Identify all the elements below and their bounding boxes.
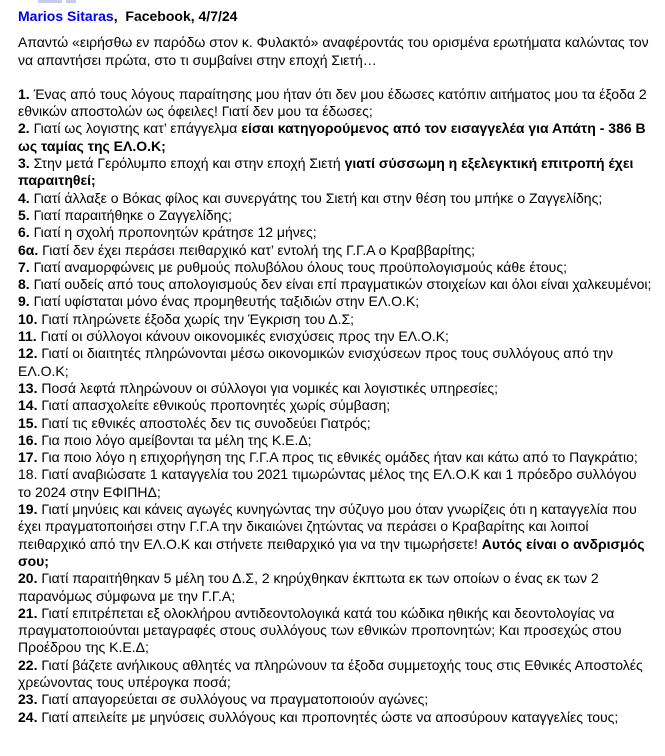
list-item-text: Για ποιο λόγο η επιχορήγηση της Γ.Γ.Α προς τις εθνικές ομάδες ήταν και κάτω από το Παγκράτιο; — [37, 449, 638, 466]
list-item — [18, 207, 653, 224]
list-item — [18, 224, 653, 241]
list-item — [18, 432, 653, 449]
cutoff-text-artifact — [38, 0, 62, 3]
list-item-text-bold: 21. — [18, 604, 38, 621]
list-item-text-bold: 6α. — [18, 241, 39, 258]
list-item — [18, 190, 653, 207]
list-item-text: Γιατί βάζετε ανήλικους αθλητές να πληρώνουν τα έξοδα συμμετοχής τους στις Εθνικές Αποστολές χρεώνοντας τους υπέρογκα ποσά; — [18, 656, 643, 690]
list-item-text: Γιατί η σχολή προπονητών κράτησε 12 μήνες; — [29, 224, 317, 241]
list-item-text-bold: 11. — [18, 328, 37, 345]
intro-paragraph: Απαντώ «ειρήσθω εν παρόδω στον κ. Φυλακτό» αναφέροντάς του ορισμένα ερωτήματα καλώντας τον να απαντήσει πρώτα, στο τι συμβαίνει στην εποχή Σιετή… — [18, 34, 649, 68]
list-item — [18, 709, 653, 726]
list-item — [18, 86, 653, 121]
list-item — [18, 328, 653, 345]
list-item — [18, 570, 653, 605]
list-item — [18, 501, 653, 570]
post-header — [18, 8, 653, 25]
list-item-text-bold: Αυτός είναι ο ανδρισμός σου; — [18, 535, 645, 569]
list-item-text: Γιατί απασχολείτε εθνικούς προπονητές χωρίς σύμβαση; — [37, 397, 391, 414]
author-name-link[interactable]: Marios Sitaras — [18, 8, 114, 24]
list-item-text-bold: γιατί σύσσωμη η εξελεγκτική επιτροπή έχει παραιτηθεί; — [18, 155, 634, 189]
list-item-text-bold: 17. — [18, 449, 38, 466]
list-item-text-bold: 13. — [18, 379, 38, 396]
list-item-text: Γιατί ουδείς από τους απολογισμούς δεν είναι επί πραγματικών στοιχείων και όλοι είναι χαλκευμένοι; — [29, 276, 652, 293]
list-item-text: Γιατί δεν έχει περάσει πειθαρχικό κατ’ εντολή της Γ.Γ.Α ο Κραββαρίτης; — [38, 241, 475, 258]
list-item-text: Γιατί επιτρέπεται εξ ολοκλήρου αντιδεοντολογικά κατά του κώδικα ηθικής και δεοντολογίας να πραγματοποιούνται μεταγραφές στους συλλόγους των εθνικών προπονητών; Και προσεχώς στου Προέδρου της Κ.Ε.Δ; — [18, 604, 622, 656]
list-item-text-bold: 7. — [18, 258, 30, 275]
list-item-text-bold: 12. — [18, 345, 38, 362]
list-item — [18, 311, 653, 328]
list-item-text: 18. Γιατί αναβιώσατε 1 καταγγελία του 2021 τιμωρώντας μέλος της ΕΛ.Ο.Κ και 1 πρόεδρο συλλόγου το 2024 στην ΕΦΙΠΗΔ; — [18, 466, 637, 500]
list-item — [18, 657, 653, 692]
list-item-text: Ποσά λεφτά πληρώνουν οι σύλλογοι για νομικές και λογιστικές υπηρεσίες; — [37, 379, 499, 396]
question-list — [18, 86, 653, 726]
list-item-text-bold: 22. — [18, 656, 38, 673]
list-item-text: Γιατί ως λογιστης κατ’ επάγγελμα — [29, 120, 242, 137]
list-item-text-bold: 10. — [18, 310, 38, 327]
list-item-text: Γιατί απειλείτε με μηνύσεις συλλόγους και προπονητές ώστε να αποσύρουν καταγγελίες τους; — [37, 708, 619, 725]
list-item — [18, 380, 653, 397]
list-item — [18, 155, 653, 190]
list-item — [18, 605, 653, 657]
list-item-text-bold: 14. — [18, 397, 38, 414]
list-item-text-bold: 20. — [18, 570, 38, 587]
list-item-text: Γιατί υφίσταται μόνο ένας προμηθευτής ταξιδιών στην ΕΛ.Ο.Κ; — [29, 293, 420, 310]
list-item-text: Γιατί τις εθνικές αποστολές δεν τις συνοδεύει Γιατρός; — [37, 414, 371, 431]
list-item — [18, 276, 653, 293]
list-item-text: Γιατί παραιτήθηκαν 5 μέλη του Δ.Σ, 2 κηρύχθηκαν έκπτωτα εκ των οποίων ο ένας εκ των 2 παρανόμως σύμφωνα με την Γ.Γ.Α; — [18, 570, 599, 604]
list-item-text-bold: 1. — [18, 85, 30, 102]
list-item-text-bold: 15. — [18, 414, 38, 431]
cutoff-text-artifact — [66, 0, 76, 3]
list-item-text-bold: 19. — [18, 501, 38, 518]
list-item-text-bold: 5. — [18, 206, 30, 223]
list-item-text-bold: 8. — [18, 276, 30, 293]
list-item-text-bold: είσαι κατηγορούμενος από τον εισαγγελέα για Απάτη - 386 Β ως ταμίας της ΕΛ.Ο.Κ; — [18, 120, 646, 154]
list-item-text: Γιατί πληρώνετε έξοδα χωρίς την Έγκριση του Δ.Σ; — [37, 310, 355, 327]
list-item-text-bold: 23. — [18, 691, 38, 708]
list-item-text: Γιατί οι διαιτητές πληρώνονται μέσω οικονομικών ενισχύσεων προς τους συλλόγους από την ΕΛ.Ο.Κ; — [18, 345, 614, 379]
list-item-text: Γιατί απαγορεύεται σε συλλόγους να πραγματοποιούν αγώνες; — [37, 691, 429, 708]
list-item — [18, 691, 653, 708]
list-item-text: Για ποιο λόγο αμείβονται τα μέλη της Κ.Ε.Δ; — [37, 431, 312, 448]
list-item-text: Στην μετά Γερόλυμπο εποχή και στην εποχή Σιετή — [29, 155, 345, 172]
list-item-text: Ένας από τους λόγους παραίτησης μου ήταν ότι δεν μου έδωσες κατόπιν αιτήματος μου τα έξοδα 2 εθνικών αποστολών ως όφειλες! Γιατί δεν μου τα έδωσες; — [18, 85, 647, 120]
list-item-text-bold: 16. — [18, 431, 38, 448]
list-item-text-bold: 6. — [18, 224, 30, 241]
post-meta: , Facebook, 4/7/24 — [113, 8, 238, 24]
list-item-text: Γιατί μηνύεις και κάνεις αγωγές κυνηγώντας την σύζυγο μου όταν γνωρίζεις ότι η καταγγελία που έχει πραγματοποιήσει στην Γ.Γ.Α την δικαιώνει ζητώντας να περάσει ο Κραβαρίτης και λοιποί πειθαρχικό από την ΕΛ.Ο.Κ και στήνετε πειθαρχικό για να την τιμωρήσετε! — [18, 501, 637, 552]
list-item — [18, 466, 653, 501]
list-item — [18, 120, 653, 155]
list-item-text-bold: 24. — [18, 708, 38, 725]
list-item-text: Γιατί παραιτήθηκε ο Ζαγγελίδης; — [29, 206, 233, 223]
list-item — [18, 293, 653, 310]
list-item — [18, 415, 653, 432]
list-item-text: Γιατί άλλαξε ο Βόκας φίλος και συνεργάτης του Σιετή και στην θέση του μπήκε ο Ζαγγελίδης; — [29, 189, 603, 206]
list-item-text: Γιατί αναμορφώνεις με ρυθμούς πολυβόλου όλους τους προϋπολογισμούς κάθε έτους; — [29, 258, 567, 275]
list-item-text-bold: 9. — [18, 293, 30, 310]
list-item — [18, 242, 653, 259]
list-item — [18, 345, 653, 380]
list-item — [18, 259, 653, 276]
list-item-text-bold: 2. — [18, 120, 30, 137]
list-item-text-bold: 4. — [18, 189, 30, 206]
list-item-text-bold: 3. — [18, 155, 30, 172]
list-item-text: Γιατί οι σύλλογοι κάνουν οικονομικές ενισχύσεις προς την ΕΛ.Ο.Κ; — [36, 328, 449, 345]
list-item — [18, 397, 653, 414]
list-item — [18, 449, 653, 466]
